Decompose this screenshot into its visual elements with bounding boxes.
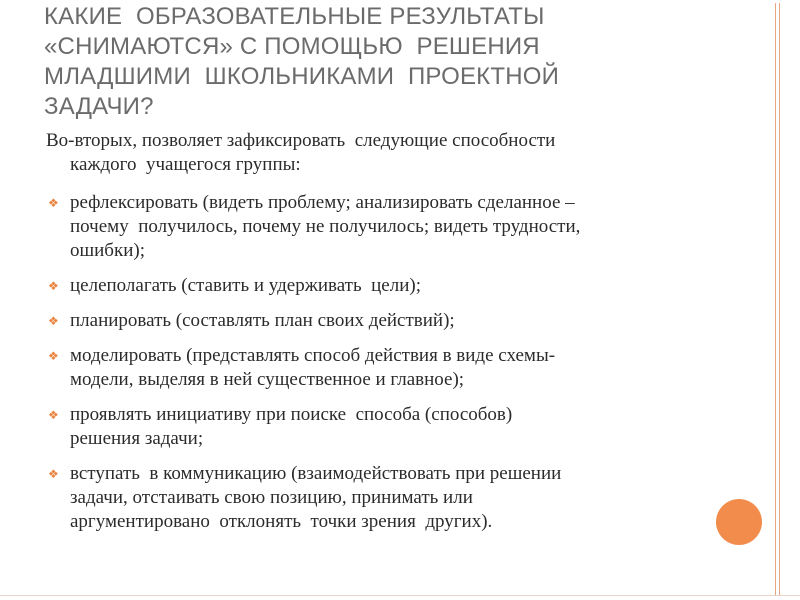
title-line-1: КАКИЕ ОБРАЗОВАТЕЛЬНЫЕ РЕЗУЛЬТАТЫ — [44, 3, 545, 30]
list-item-line: вступать в коммуникацию (взаимодействовать при решении — [70, 463, 562, 484]
intro-line-1: Во-вторых, позволяет зафиксировать следующие способности — [46, 130, 556, 151]
intro-paragraph — [46, 129, 758, 177]
list-item-line: рефлексировать (видеть проблему; анализировать сделанное – — [70, 192, 575, 213]
list-item-line: ошибки); — [70, 240, 145, 261]
list-item-line: модели, выделяя в ней существенное и главное); — [70, 369, 465, 390]
slide-frame-line-inner — [779, 3, 780, 595]
slide-bottom-divider — [0, 595, 800, 596]
list-item-line: проявлять инициативу при поиске способа (способов) — [70, 404, 513, 425]
list-item — [46, 462, 758, 534]
list-item-line: почему получилось, почему не получилось; видеть трудности, — [70, 216, 581, 237]
slide-title — [44, 2, 764, 122]
diamond-bullet-icon: ❖ — [48, 196, 59, 210]
list-item-line: целеполагать (ставить и удерживать цели); — [70, 275, 421, 296]
list-item — [46, 309, 758, 333]
diamond-bullet-icon: ❖ — [48, 279, 59, 293]
slide-frame-line-outer — [775, 3, 776, 595]
intro-line-2: каждого учащегося группы: — [70, 154, 301, 175]
diamond-bullet-icon: ❖ — [48, 314, 59, 328]
list-item-line: планировать (составлять план своих действий); — [70, 310, 455, 331]
list-item-line: задачи, отстаивать свою позицию, принимать или — [70, 487, 473, 508]
diamond-bullet-icon: ❖ — [48, 467, 59, 481]
slide-body — [46, 129, 758, 545]
list-item — [46, 274, 758, 298]
list-item-line: решения задачи; — [70, 428, 204, 449]
list-item — [46, 191, 758, 263]
diamond-bullet-icon: ❖ — [48, 408, 59, 422]
list-item — [46, 344, 758, 392]
title-line-4: ЗАДАЧИ? — [44, 93, 154, 120]
title-line-2: «СНИМАЮТСЯ» С ПОМОЩЬЮ РЕШЕНИЯ — [44, 33, 540, 60]
list-item-line: моделировать (представлять способ действия в виде схемы- — [70, 345, 556, 366]
title-line-3: МЛАДШИМИ ШКОЛЬНИКАМИ ПРОЕКТНОЙ — [44, 63, 560, 90]
list-item-line: аргументировано отклонять точки зрения других). — [70, 511, 493, 532]
diamond-bullet-icon: ❖ — [48, 349, 59, 363]
list-item — [46, 403, 758, 451]
abilities-list — [46, 191, 758, 534]
